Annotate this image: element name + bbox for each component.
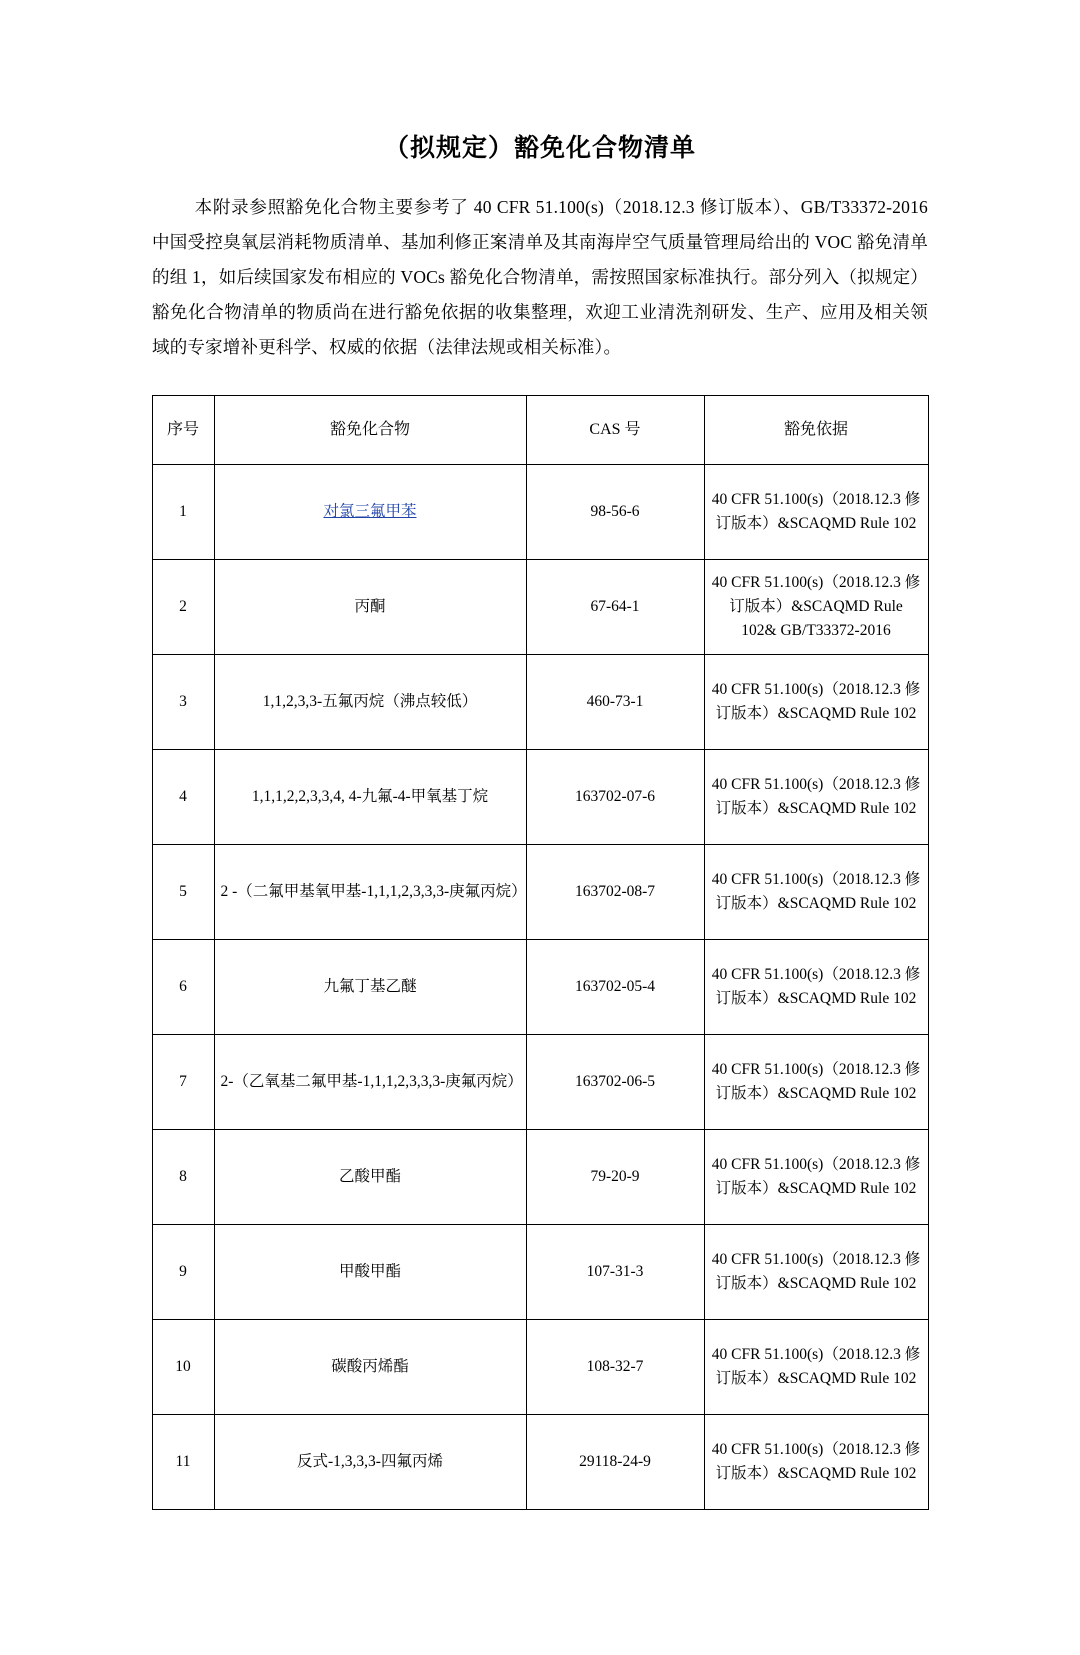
exempt-compounds-table	[152, 395, 929, 1510]
cell-compound-name: 2 -（二氟甲基氧甲基-1,1,1,2,3,3,3-庚氟丙烷）	[214, 845, 526, 940]
table-row	[152, 1035, 928, 1130]
column-header-basis: 豁免依据	[704, 396, 928, 465]
cell-cas-number: 163702-08-7	[526, 845, 704, 940]
cell-compound-name: 1,1,1,2,2,3,3,4, 4-九氟-4-甲氧基丁烷	[214, 750, 526, 845]
cell-cas-number: 29118-24-9	[526, 1415, 704, 1510]
cell-compound-name: 碳酸丙烯酯	[214, 1320, 526, 1415]
cell-exemption-basis: 40 CFR 51.100(s)（2018.12.3 修订版本）&SCAQMD Rule 102	[704, 655, 928, 750]
table-row	[152, 750, 928, 845]
cell-exemption-basis: 40 CFR 51.100(s)（2018.12.3 修订版本）&SCAQMD Rule 102& GB/T33372-2016	[704, 560, 928, 655]
cell-compound-name: 反式-1,3,3,3-四氟丙烯	[214, 1415, 526, 1510]
cell-cas-number: 108-32-7	[526, 1320, 704, 1415]
compound-link[interactable]: 对氯三氟甲苯	[323, 502, 417, 520]
cell-exemption-basis: 40 CFR 51.100(s)（2018.12.3 修订版本）&SCAQMD Rule 102	[704, 750, 928, 845]
table-row	[152, 1415, 928, 1510]
cell-cas-number: 67-64-1	[526, 560, 704, 655]
table-row	[152, 1130, 928, 1225]
cell-no: 8	[152, 1130, 214, 1225]
cell-cas-number: 163702-05-4	[526, 940, 704, 1035]
cell-compound-name: 九氟丁基乙醚	[214, 940, 526, 1035]
intro-paragraph	[152, 190, 928, 365]
cell-exemption-basis: 40 CFR 51.100(s)（2018.12.3 修订版本）&SCAQMD Rule 102	[704, 1035, 928, 1130]
cell-cas-number: 163702-07-6	[526, 750, 704, 845]
cell-compound-name: 丙酮	[214, 560, 526, 655]
table-header-row	[152, 396, 928, 465]
cell-no: 1	[152, 465, 214, 560]
table-row	[152, 845, 928, 940]
cell-cas-number: 460-73-1	[526, 655, 704, 750]
cell-compound-name: 1,1,2,3,3-五氟丙烷（沸点较低）	[214, 655, 526, 750]
intro-text: 本附录参照豁免化合物主要参考了 40 CFR 51.100(s)（2018.12.3 修订版本）、GB/T33372-2016 中国受控臭氧层消耗物质清单、基加利修正案清单及其南海岸空气质量管理局给出的 VOC 豁免清单的组 1，如后续国家发布相应的 VOCs 豁免化合物清单，需按照国家标准执行。部分列入（拟规定）豁免化合物清单的物质尚在进行豁免依据的收集整理，欢迎工业清洗剂研发、生产、应用及相关领域的专家增补更科学、权威的依据（法律法规或相关标准）。	[152, 197, 928, 357]
cell-exemption-basis: 40 CFR 51.100(s)（2018.12.3 修订版本）&SCAQMD Rule 102	[704, 940, 928, 1035]
cell-no: 2	[152, 560, 214, 655]
cell-no: 5	[152, 845, 214, 940]
cell-compound-name: 乙酸甲酯	[214, 1130, 526, 1225]
table-row	[152, 655, 928, 750]
table-row	[152, 940, 928, 1035]
cell-compound-name	[214, 465, 526, 560]
cell-exemption-basis: 40 CFR 51.100(s)（2018.12.3 修订版本）&SCAQMD Rule 102	[704, 1320, 928, 1415]
cell-no: 4	[152, 750, 214, 845]
cell-compound-name: 甲酸甲酯	[214, 1225, 526, 1320]
cell-exemption-basis: 40 CFR 51.100(s)（2018.12.3 修订版本）&SCAQMD Rule 102	[704, 1225, 928, 1320]
cell-exemption-basis: 40 CFR 51.100(s)（2018.12.3 修订版本）&SCAQMD Rule 102	[704, 465, 928, 560]
table-row	[152, 1225, 928, 1320]
cell-compound-name: 2-（乙氧基二氟甲基-1,1,1,2,3,3,3-庚氟丙烷）	[214, 1035, 526, 1130]
cell-cas-number: 163702-06-5	[526, 1035, 704, 1130]
cell-exemption-basis: 40 CFR 51.100(s)（2018.12.3 修订版本）&SCAQMD Rule 102	[704, 1130, 928, 1225]
cell-no: 9	[152, 1225, 214, 1320]
cell-no: 7	[152, 1035, 214, 1130]
cell-exemption-basis: 40 CFR 51.100(s)（2018.12.3 修订版本）&SCAQMD Rule 102	[704, 845, 928, 940]
table-row	[152, 560, 928, 655]
table-row	[152, 1320, 928, 1415]
column-header-compound: 豁免化合物	[214, 396, 526, 465]
document-page	[0, 128, 1080, 1655]
table-row	[152, 465, 928, 560]
column-header-no: 序号	[152, 396, 214, 465]
cell-no: 3	[152, 655, 214, 750]
cell-cas-number: 98-56-6	[526, 465, 704, 560]
cell-exemption-basis: 40 CFR 51.100(s)（2018.12.3 修订版本）&SCAQMD Rule 102	[704, 1415, 928, 1510]
column-header-cas: CAS 号	[526, 396, 704, 465]
cell-no: 11	[152, 1415, 214, 1510]
cell-no: 6	[152, 940, 214, 1035]
cell-cas-number: 79-20-9	[526, 1130, 704, 1225]
page-title: （拟规定）豁免化合物清单	[383, 133, 696, 162]
cell-no: 10	[152, 1320, 214, 1415]
cell-cas-number: 107-31-3	[526, 1225, 704, 1320]
